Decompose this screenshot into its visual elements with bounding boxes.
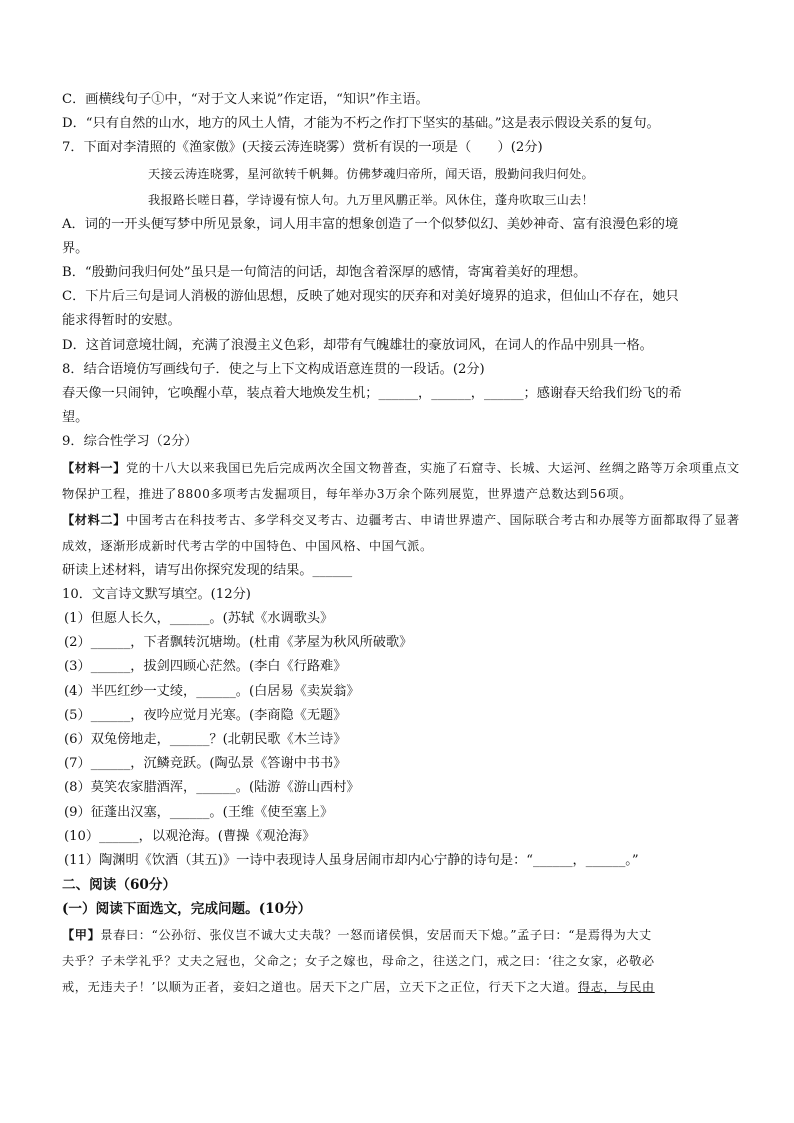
option-c7-line2: 能求得暂时的安慰。 [62, 313, 181, 329]
recitation-3: (3）______，拔剑四顾心茫然。(李白《行路难》 [64, 659, 347, 675]
recitation-2: (2）______，下者飘转沉塘坳。(杜甫《茅屋为秋风所破歌》 [64, 635, 413, 651]
recitation-1: (1）但愿人长久，______。(苏轼《水调歌头》 [64, 611, 334, 627]
option-d6: D．“只有自然的山水，地方的风土人情，才能为不朽之作打下坚实的基础。”这是表示假设关系的复句。 [62, 116, 660, 132]
question-8-text-line2: 望。 [62, 410, 89, 426]
section-2-heading: 二、阅读（60分） [62, 877, 177, 894]
question-7: 7．下面对李清照的《渔家傲》(天接云涛连晓雾）赏析有误的一项是（ ）(2分) [62, 140, 543, 156]
material-2 [62, 507, 742, 559]
material-1 [62, 455, 742, 507]
recitation-9: (9）征蓬出汉塞，______。(王维《使至塞上》 [64, 804, 334, 820]
recitation-4: (4）半匹红纱一丈绫，______。(白居易《卖炭翁》 [64, 683, 360, 699]
question-9: 9．综合性学习（2分） [62, 434, 198, 450]
poem-line-2: 我报路长嗟日暮，学诗谩有惊人句。九万里风鹏正举。风休住，蓬舟吹取三山去！ [148, 192, 594, 207]
recitation-10: (10）______，以观沧海。(曹操《观沧海》 [64, 828, 316, 844]
recitation-7: (7）______，沉鳞竞跃。(陶弘景《答谢中书书》 [64, 756, 347, 772]
underlined-sentence: 得志，与民由 [577, 979, 655, 994]
question-8-text-line1: 春天像一只闹钟，它唤醒小草，装点着大地焕发生机；______，______，______；感谢春天给我们纷飞的希 [62, 386, 682, 402]
recitation-8: (8）莫笑农家腊酒浑，______。(陆游《游山西村》 [64, 780, 360, 796]
material-1-tag: 【材料一】 [62, 460, 126, 475]
recitation-11: (11）陶渊明《饮酒（其五)》一诗中表现诗人虽身居闹市却内心宁静的诗句是：“______，______。” [64, 853, 639, 869]
document-page [62, 88, 742, 1000]
recitation-5: (5）______，夜吟应觉月光寒。(李商隐《无题》 [64, 707, 347, 723]
option-d7: D．这首词意境壮阔，充满了浪漫主义色彩，却带有气魄雄壮的豪放词风，在词人的作品中别具一格。 [62, 337, 653, 353]
section-2-1-heading: (一）阅读下面选文，完成问题。(10分） [62, 901, 312, 918]
poem-line-1: 天接云涛连晓雾，星河欲转千帆舞。仿佛梦魂归帝所，闻天语，殷勤问我归何处。 [148, 166, 594, 181]
question-8: 8．结合语境仿写画线句子．使之与上下文构成语意连贯的一段话。(2分) [62, 361, 485, 377]
passage-jia-line2: 夫乎？子未学礼乎？丈夫之冠也，父命之；女子之嫁也，母命之，往送之门，戒之曰：‘往之女家，必敬必 [62, 953, 655, 968]
passage-jia-line3: 戒，无违夫子！’以顺为正者，妾妇之道也。居天下之广居，立天下之正位，行天下之大道。 [62, 979, 578, 994]
option-a7-line2: 界。 [62, 240, 89, 256]
option-c6: C．画横线句子①中，“对于文人来说”作定语，“知识”作主语。 [62, 92, 429, 107]
passage-jia-line1: 景春曰：“公孙衍、张仪岂不诚大丈夫哉？一怒而诸侯惧，安居而天下熄。”孟子曰：“是焉得为大丈 [100, 927, 652, 942]
recitation-6: (6）双兔傍地走，______？(北朝民歌《木兰诗》 [64, 732, 347, 748]
material-1-text: 党的十八大以来我国已先后完成两次全国文物普查，实施了石窟寺、长城、大运河、丝绸之路等万余项重点文物保护工程，推进了8800多项考古发掘项目，每年举办3万余个陈列展览，世界遗产总数达到56项。 [62, 460, 740, 501]
option-a7-line1: A．词的一开头便写梦中所见景象，词人用丰富的想象创造了一个似梦似幻、美妙神奇、富有浪漫色彩的境 [62, 216, 679, 232]
option-b7: B．“殷勤问我归何处”虽只是一句简洁的问话，却饱含着深厚的感情，寄寓着美好的理想。 [62, 265, 587, 281]
material-2-text: 中国考古在科技考古、多学科交叉考古、边疆考古、申请世界遗产、国际联合考古和办展等方面都取得了显著成效，逐渐形成新时代考古学的中国特色、中国风格、中国气派。 [62, 512, 740, 553]
material-2-tag: 【材料二】 [62, 512, 126, 527]
question-10: 10．文言诗文默写填空。(12分) [62, 586, 251, 602]
passage-jia-tag: 【甲】 [62, 927, 101, 942]
question-9-ask: 研读上述材料，请写出你探究发现的结果。______ [62, 562, 353, 578]
option-c7-line1: C．下片后三句是词人消极的游仙思想，反映了她对现实的厌弃和对美好境界的追求，但仙山不存在，她只 [62, 289, 679, 305]
passage-jia [62, 922, 742, 1000]
